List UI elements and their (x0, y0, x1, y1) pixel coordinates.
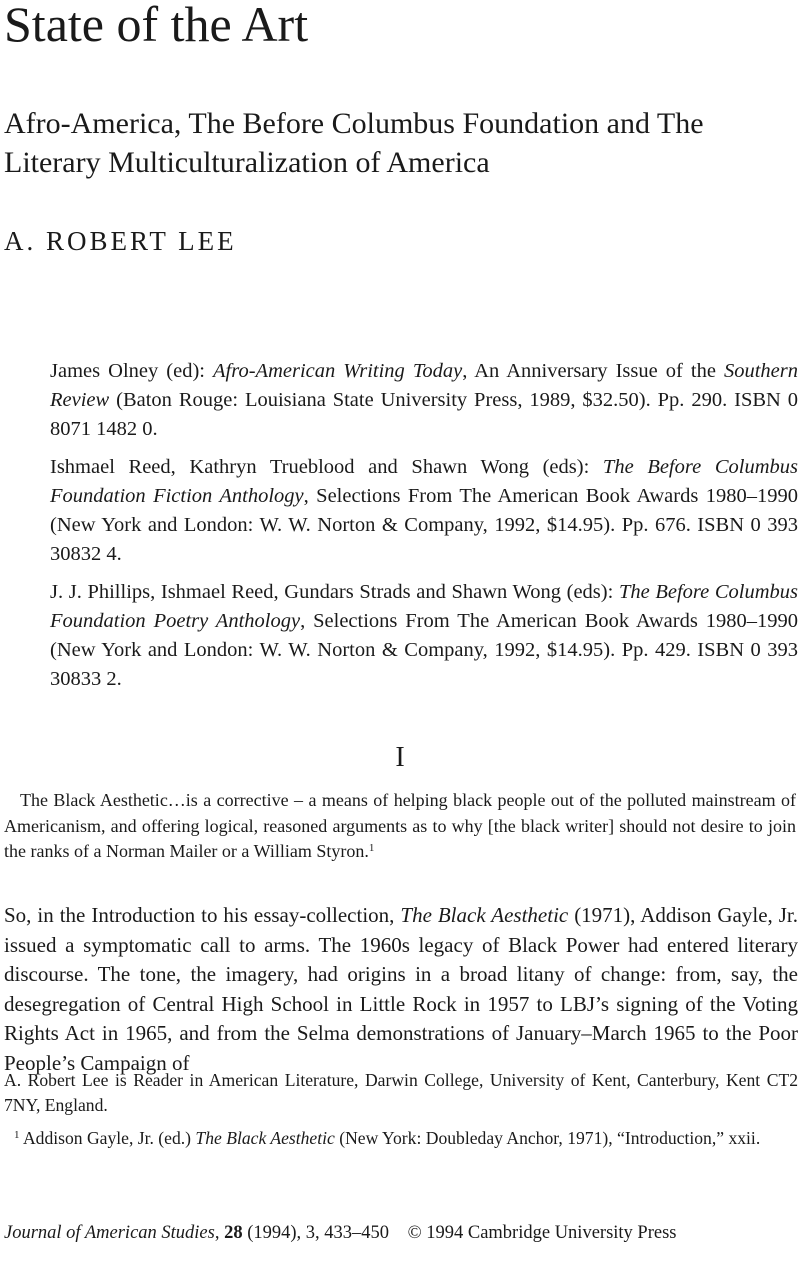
author-affiliation: A. Robert Lee is Reader in American Literature, Darwin College, University of Kent, Canterbury, Kent CT2 7NY, England. (4, 1070, 798, 1115)
journal-name: Journal of American Studies (4, 1223, 215, 1243)
reviewed-books-list (50, 357, 798, 703)
footnote: $^1$ Addison Gayle, Jr. (ed.) The Black Aesthetic (New York: Doubleday Anchor, 1971), “Introduction,” xxii. (14, 1128, 761, 1148)
footnote-number: 1 (14, 1129, 20, 1141)
body-paragraph: So, in the Introduction to his essay-collection, The Black Aesthetic (1971), Addison Gayle, Jr. issued a symptomatic call to arms. The 1960s legacy of Black Power had entered literary discourse. The tone, the imagery, had origins in a broad litany of change: from, say, the desegregation of Central High School in Little Rock in 1957 to LBJ’s signing of the Voting Rights Act in 1965, and from the Selma demonstrations of January–March 1965 to the Poor People’s Campaign of (4, 903, 798, 1075)
volume-number: 28 (224, 1223, 243, 1243)
journal-series: Southern Review (50, 360, 799, 411)
book-title: Afro-American Writing Today (213, 360, 463, 382)
article-title: Afro-America, The Before Columbus Foundation and The Literary Multiculturalization of America (4, 107, 704, 179)
book-title: The Black Aesthetic (400, 903, 569, 927)
section-number: I (395, 742, 405, 773)
book-reference: James Olney (ed): Afro-American Writing Today, An Anniversary Issue of the Southern Review (Baton Rouge: Louisiana State University Press, 1989, $32.50). Pp. 290. ISBN 0 8071 1482 0. (50, 360, 799, 440)
book-reference: J. J. Phillips, Ishmael Reed, Gundars Strads and Shawn Wong (eds): The Before Columbus Foundation Poetry Anthology, Selections From The American Book Awards 1980–1990 (New York and London: W. W. Norton & Company, 1992, $14.95). Pp. 429. ISBN 0 393 30833 2. (50, 581, 798, 690)
footnote-ref: 1 (368, 842, 375, 854)
journal-citation: Journal of American Studies, 28 (1994), 3, 433–450 © 1994 Cambridge University Press (4, 1223, 677, 1243)
book-title: The Before Columbus Foundation Poetry Anthology (50, 581, 798, 632)
copyright: © 1994 Cambridge University Press (407, 1223, 677, 1243)
section-title: State of the Art (4, 0, 309, 52)
book-title: The Black Aesthetic (195, 1128, 335, 1148)
book-title: The Before Columbus Foundation Fiction Anthology (50, 456, 798, 507)
epigraph: The Black Aesthetic…is a corrective – a means of helping black people out of the polluted mainstream of Americanism, and offering logical, reasoned arguments as to why [the black writer] should not desire to join the ranks of a Norman Mailer or a William Styron.$^1$ (4, 790, 796, 861)
book-reference: Ishmael Reed, Kathryn Trueblood and Shawn Wong (eds): The Before Columbus Foundation Fiction Anthology, Selections From The American Book Awards 1980–1990 (New York and London: W. W. Norton & Company, 1992, $14.95). Pp. 676. ISBN 0 393 30832 4. (50, 456, 799, 565)
article-author: A. ROBERT LEE (4, 226, 237, 256)
